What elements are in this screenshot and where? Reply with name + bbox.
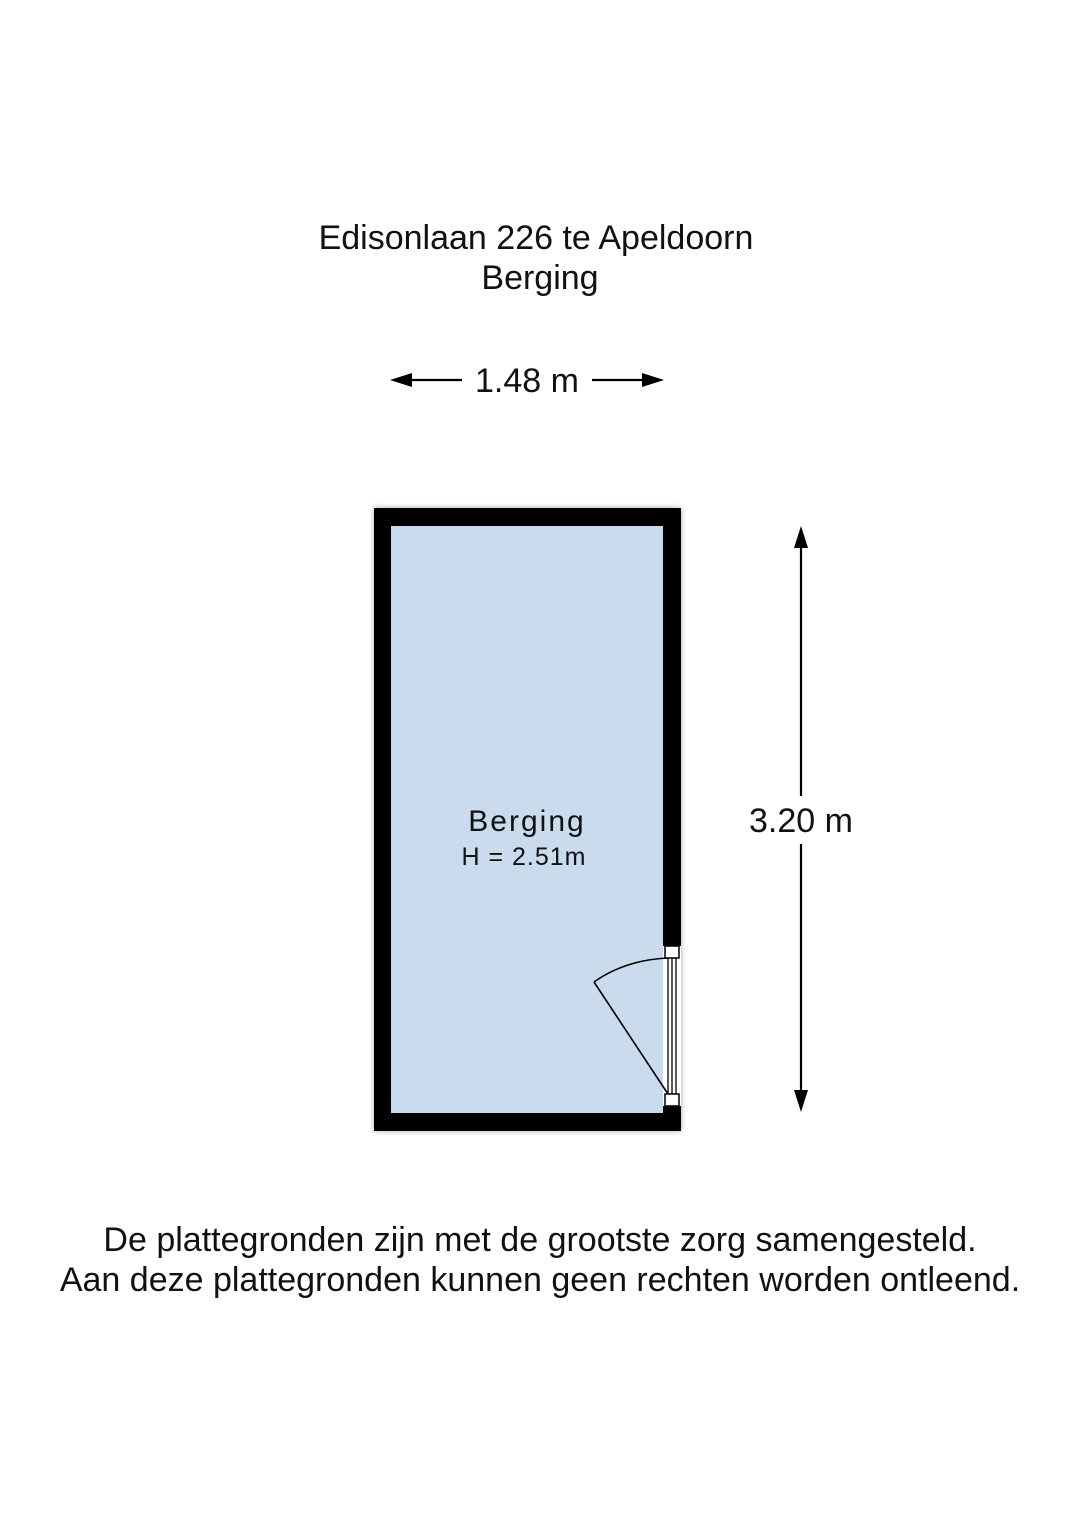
depth-dimension (744, 526, 858, 1112)
floor-title: Berging (481, 259, 599, 297)
door-jamb-bottom (665, 1094, 679, 1106)
disclaimer (0, 1220, 1080, 1300)
address-title: Edisonlaan 226 te Apeldoorn (318, 219, 754, 257)
disclaimer-line-2: Aan deze plattegronden kunnen geen rechten worden ontleend. (59, 1261, 1021, 1299)
room-height-label: H = 2.51m (461, 843, 587, 871)
room-name-label: Berging (468, 805, 586, 838)
width-dimension (390, 362, 664, 400)
arrow-left-icon (390, 373, 412, 387)
width-label: 1.48 m (475, 362, 579, 400)
disclaimer-line-1: De plattegronden zijn met de grootste zorg samengesteld. (103, 1221, 977, 1259)
arrow-down-icon (794, 1090, 808, 1112)
depth-label: 3.20 m (749, 802, 853, 840)
arrow-up-icon (794, 526, 808, 548)
room-berging (374, 508, 681, 1131)
door-jamb-top (665, 946, 679, 958)
arrow-right-icon (642, 373, 664, 387)
